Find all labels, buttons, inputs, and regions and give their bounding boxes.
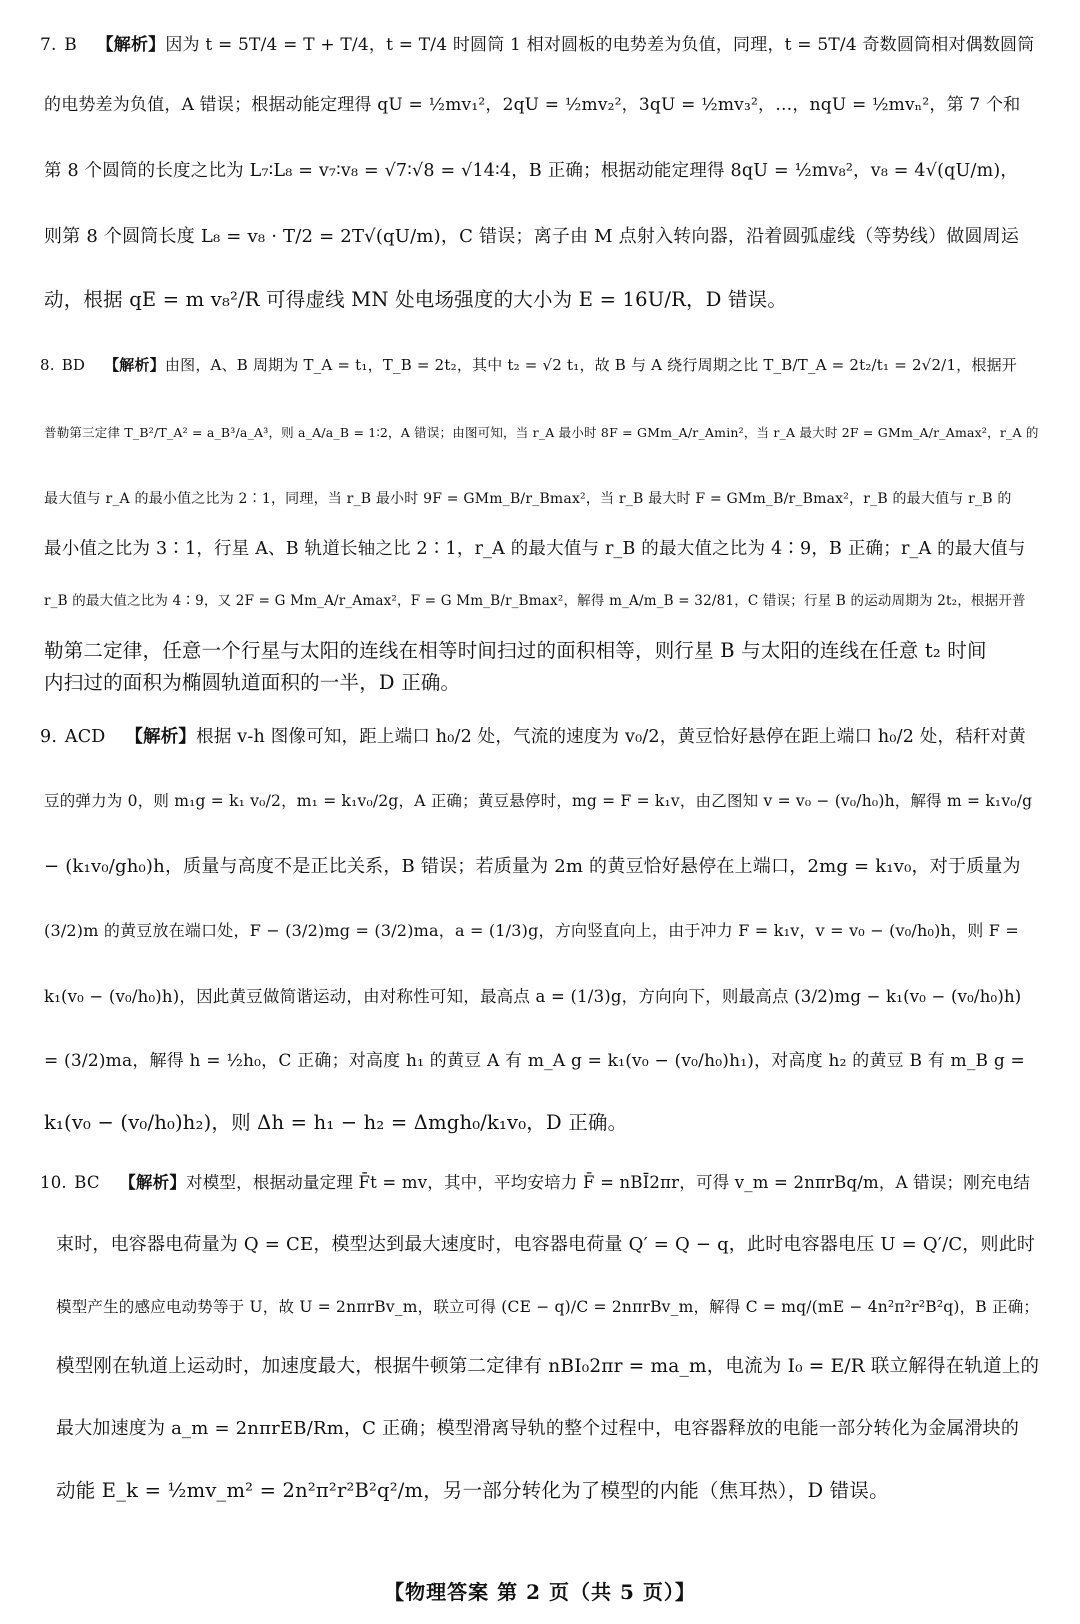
- analysis-tag: 【解析】: [96, 35, 166, 55]
- text-line: 由图，A、B 周期为 T_A = t₁，T_B = 2t₂，其中 t₂ = √2 t₁，故 B 与 A 绕行周期之比 T_B/T_A = 2t₂/t₁ = 2√2/1，根据开: [164, 356, 1017, 374]
- item-8-line-5: r_B 的最大值之比为 4∶9，又 2F = G Mm_A/r_Amax²，F = G Mm_B/r_Bmax²，解得 m_A/m_B = 32/81，C 错误；行星 B 的运动周期为 2t₂，根据开普: [44, 593, 1026, 609]
- item-8-line-6: 勒第二定律，任意一个行星与太阳的连线在相等时间扫过的面积相等，则行星 B 与太阳的连线在任意 t₂ 时间: [44, 639, 987, 662]
- item-7-line-3: 第 8 个圆筒的长度之比为 L₇∶L₈ = v₇∶v₈ = √7∶√8 = √14∶4，B 正确；根据动能定理得 8qU = ½mv₈²，v₈ = 4√(qU/m)，: [44, 161, 1019, 181]
- item-answer: BC: [74, 1173, 100, 1192]
- item-9-line-6: = (3/2)ma，解得 h = ½h₀，C 正确；对高度 h₁ 的黄豆 A 有 m_A g = k₁(v₀ − (v₀/h₀)h₁)，对高度 h₂ 的黄豆 B 有 m_B g =: [44, 1051, 1025, 1071]
- item-answer: ACD: [64, 727, 106, 747]
- item-10-line-4: 模型刚在轨道上运动时，加速度最大，根据牛顿第二定律有 nBI₀2πr = ma_m，电流为 I₀ = E/R 联立解得在轨道上的: [56, 1356, 1040, 1377]
- item-9-line-7: k₁(v₀ − (v₀/h₀)h₂)，则 Δh = h₁ − h₂ = Δmgh₀/k₁v₀，D 正确。: [44, 1111, 628, 1134]
- analysis-tag: 【解析】: [104, 356, 165, 374]
- item-9-line-5: k₁(v₀ − (v₀/h₀)h)，因此黄豆做简谐运动，由对称性可知，最高点 a = (1/3)g，方向向下，则最高点 (3/2)mg − k₁(v₀ − (v₀/h₀)h): [44, 987, 1022, 1006]
- item-number: 9.: [40, 727, 58, 747]
- item-8-line-2: 普勒第三定律 T_B²/T_A² = a_B³/a_A³，则 a_A/a_B = 1∶2，A 错误；由图可知，当 r_A 最小时 8F = GMm_A/r_Amin²，当 r_A 最大时 2F = GMm_A/r_Amax²，r_A 的: [44, 425, 1039, 440]
- analysis-tag: 【解析】: [119, 1173, 187, 1192]
- item-10-line-2: 束时，电容器电荷量为 Q = CE，模型达到最大速度时，电容器电荷量 Q′ = Q − q，此时电容器电压 U = Q′/C，则此时: [56, 1234, 1036, 1255]
- text-line: 根据 v-h 图像可知，距上端口 h₀/2 处，气流的速度为 v₀/2，黄豆恰好悬停在距上端口 h₀/2 处，秸秆对黄: [196, 727, 1026, 747]
- item-8-line-7: 内扫过的面积为椭圆轨道面积的一半，D 正确。: [44, 671, 461, 694]
- text-line: 对模型，根据动量定理 F̄t = mv，其中，平均安培力 F̄ = nBĪ2πr，可得 v_m = 2nπrBq/m，A 错误；刚充电结: [186, 1173, 1031, 1192]
- item-7-line-4: 则第 8 个圆筒长度 L₈ = v₈ · T/2 = 2T√(qU/m)，C 错误；离子由 M 点射入转向器，沿着圆弧虚线（等势线）做圆周运: [44, 226, 1020, 247]
- item-answer: BD: [61, 356, 86, 374]
- item-9-line-3: − (k₁v₀/gh₀)h，质量与高度不是正比关系，B 错误；若质量为 2m 的黄豆恰好悬停在上端口，2mg = k₁v₀，对于质量为: [44, 856, 1021, 877]
- item-9-line-4: (3/2)m 的黄豆放在端口处，F − (3/2)mg = (3/2)ma，a = (1/3)g，方向竖直向上，由于冲力 F = k₁v，v = v₀ − (v₀/h₀)h，则 F =: [44, 921, 1019, 940]
- text-line: 因为 t = 5T/4 = T + T/4，t = T/4 时圆筒 1 相对圆板的电势差为负值，同理，t = 5T/4 奇数圆筒相对偶数圆筒: [165, 35, 1035, 55]
- item-9-line-1: [40, 722, 1042, 752]
- item-8-line-3: 最大值与 r_A 的最小值之比为 2∶1，同理，当 r_B 最小时 9F = GMm_B/r_Bmax²，当 r_B 最大时 F = GMm_B/r_Bmax²，r_B 的最大值与 r_B 的: [44, 491, 1012, 507]
- item-7-line-2: 的电势差为负值，A 错误；根据动能定理得 qU = ½mv₁²，2qU = ½mv₂²，3qU = ½mv₃²，…，nqU = ½mvₙ²，第 7 个和: [44, 95, 1021, 115]
- item-number: 8.: [40, 356, 55, 374]
- item-number: 7.: [40, 35, 57, 55]
- item-answer: B: [64, 35, 77, 55]
- item-9-line-2: 豆的弹力为 0，则 m₁g = k₁ v₀/2，m₁ = k₁v₀/2g，A 正确；黄豆悬停时，mg = F = k₁v，由乙图知 v = v₀ − (v₀/h₀)h，解得 m = k₁v₀/g: [44, 792, 1033, 810]
- analysis-tag: 【解析】: [125, 727, 197, 747]
- page-footer: 【物理答案 第 2 页（共 5 页）】: [384, 1580, 696, 1604]
- item-number: 10.: [40, 1173, 67, 1192]
- item-10-line-5: 最大加速度为 a_m = 2nπrEB/Rm，C 正确；模型滑离导轨的整个过程中，电容器释放的电能一部分转化为金属滑块的: [56, 1418, 1020, 1439]
- item-8-line-1: [40, 350, 1042, 380]
- item-7-line-1: [40, 30, 1042, 60]
- item-10-line-6: 动能 E_k = ½mv_m² = 2n²π²r²B²q²/m，另一部分转化为了模型的内能（焦耳热），D 错误。: [56, 1479, 889, 1502]
- item-8-line-4: 最小值之比为 3∶1，行星 A、B 轨道长轴之比 2∶1，r_A 的最大值与 r_B 的最大值之比为 4∶9，B 正确；r_A 的最大值与: [44, 539, 1026, 559]
- item-10-line-1: [40, 1168, 1042, 1198]
- item-10-line-3: 模型产生的感应电动势等于 U，故 U = 2nπrBv_m，联立可得 (CE − q)/C = 2nπrBv_m，解得 C = mq/(mE − 4n²π²r²B²q)，B 正确；: [56, 1298, 1040, 1316]
- item-7-line-5: 动，根据 qE = m v₈²/R 可得虚线 MN 处电场强度的大小为 E = 16U/R，D 错误。: [44, 288, 788, 311]
